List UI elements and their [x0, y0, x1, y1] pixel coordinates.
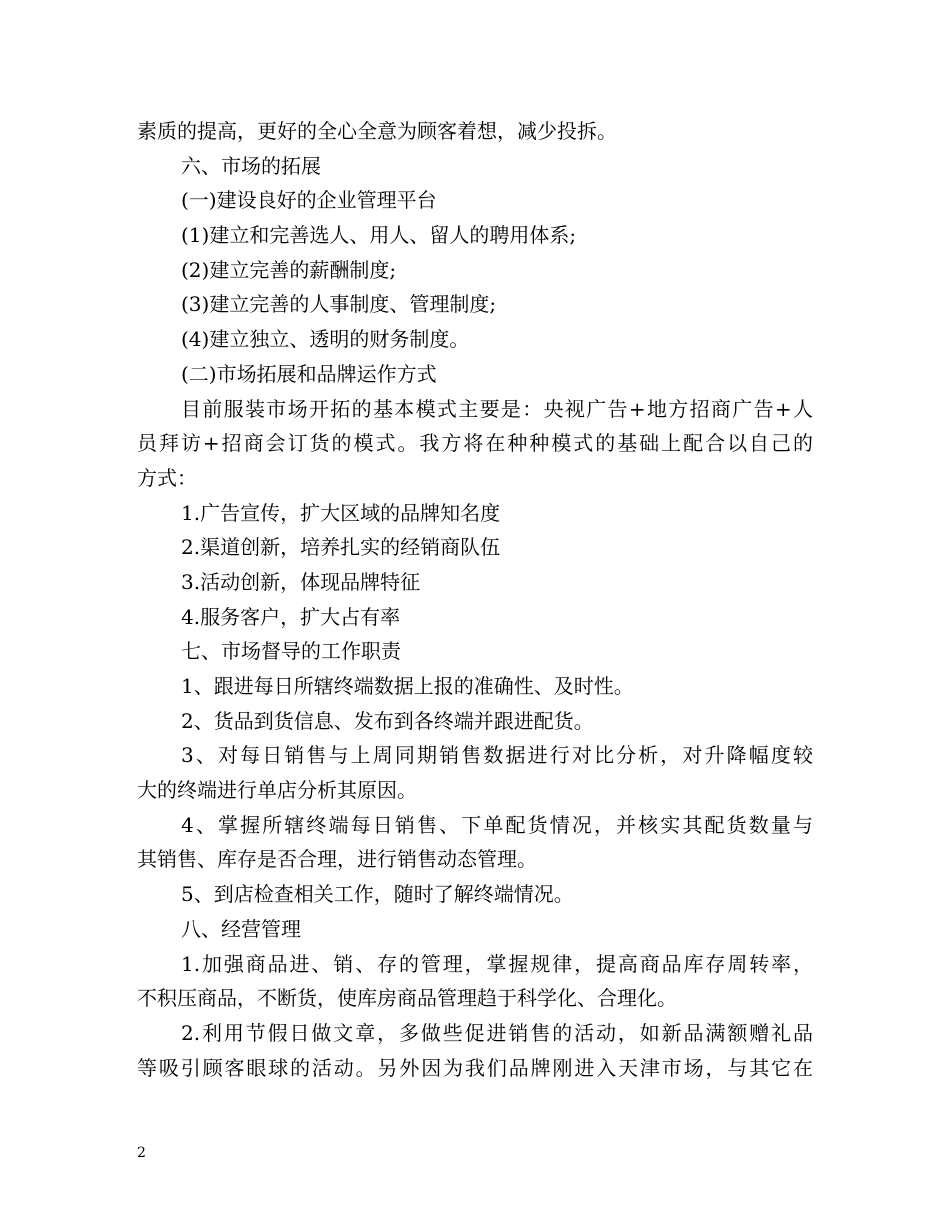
list-item: 5、到店检查相关工作，随时了解终端情况。 — [181, 882, 574, 907]
section-heading: 七、市场督导的工作职责 — [181, 639, 401, 664]
page-number: 2 — [137, 1145, 146, 1161]
list-item: (1)建立和完善选人、用人、留人的聘用体系; — [181, 223, 577, 248]
list-item-continuation: 大的终端进行单店分析其原因。 — [137, 778, 417, 803]
paragraph-line: 目前服装市场开拓的基本模式主要是：央视广告+地方招商广告+人 — [181, 396, 813, 421]
list-item: 2.渠道创新，培养扎实的经销商队伍 — [181, 535, 501, 560]
list-item: 1.加强商品进、销、存的管理，掌握规律，提高商品库存周转率， — [181, 951, 813, 976]
paragraph-line: 方式： — [137, 465, 197, 490]
list-item: (2)建立完善的薪酬制度; — [181, 257, 397, 282]
list-item: 2.利用节假日做文章，多做些促进销售的活动，如新品满额赠礼品 — [181, 1020, 813, 1045]
list-item-continuation: 等吸引顾客眼球的活动。另外因为我们品牌刚进入天津市场，与其它在 — [137, 1055, 813, 1080]
list-item: 3、对每日销售与上周同期销售数据进行对比分析，对升降幅度较 — [181, 743, 813, 768]
list-item: (3)建立完善的人事制度、管理制度; — [181, 292, 497, 317]
text-line: 素质的提高，更好的全心全意为顾客着想，减少投拆。 — [137, 119, 617, 143]
list-item: 1.广告宣传，扩大区域的品牌知名度 — [181, 500, 501, 525]
list-item: 4、掌握所辖终端每日销售、下单配货情况，并核实其配货数量与 — [181, 812, 813, 837]
list-item-continuation: 其销售、库存是否合理，进行销售动态管理。 — [137, 847, 537, 872]
list-item: 3.活动创新，体现品牌特征 — [181, 569, 421, 594]
paragraph-line: 员拜访+招商会订货的模式。我方将在种种模式的基础上配合以自己的 — [137, 431, 813, 456]
list-item: 1、跟进每日所辖终端数据上报的准确性、及时性。 — [181, 674, 634, 698]
list-item-continuation: 不积压商品，不断货，使库房商品管理趋于科学化、合理化。 — [137, 986, 677, 1011]
subsection-heading: (二)市场拓展和品牌运作方式 — [181, 361, 437, 386]
list-item: 2、货品到货信息、发布到各终端并跟进配货。 — [181, 708, 594, 733]
subsection-heading: (一)建设良好的企业管理平台 — [181, 188, 437, 213]
section-heading: 八、经营管理 — [181, 916, 301, 941]
list-item: (4)建立独立、透明的财务制度。 — [181, 327, 470, 352]
section-heading: 六、市场的拓展 — [181, 153, 321, 178]
list-item: 4.服务客户，扩大占有率 — [181, 604, 401, 629]
document-body — [137, 114, 813, 1085]
